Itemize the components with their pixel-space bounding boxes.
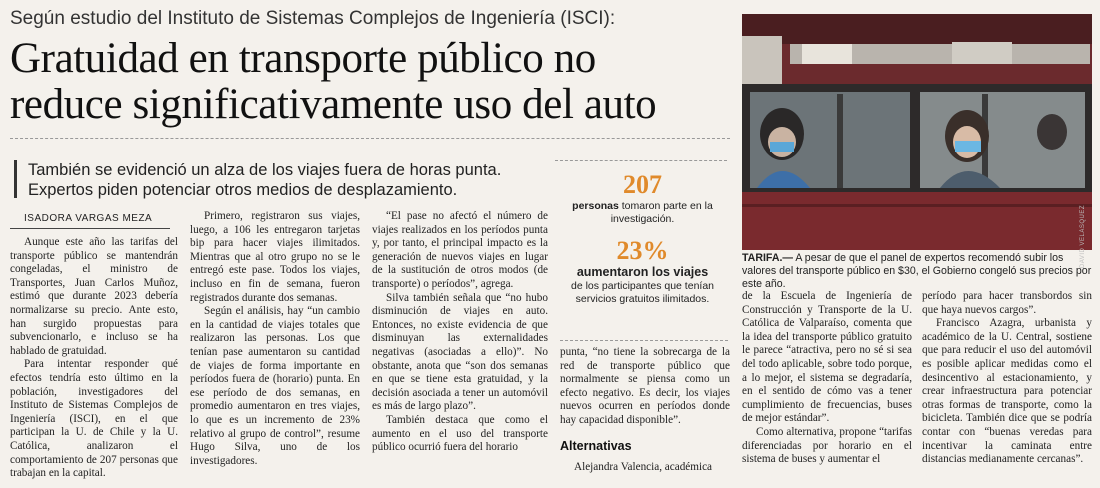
photo-credit: DAVID VELÁSQUEZ xyxy=(1080,205,1086,269)
paragraph: Para intentar responder qué efectos tendría esto último en la población, investigadores del Instituto de Sistemas Complejos de Ingeniería (ISCI), en el que participan la U. de Chile y la U. Católica, analizaron el comportamiento de 207 personas que trabajan en la capital. xyxy=(10,358,178,480)
byline-rule xyxy=(10,228,170,229)
paragraph: “El pase no afectó el número de viajes realizados en los períodos punta y, por tanto, el principal impacto es la generación de nuevos viajes en lugar de la sustitución de otros modos (de transporte) o períodos”, agrega. xyxy=(372,210,548,290)
paragraph: Según el análisis, hay “un cambio en la cantidad de viajes totales que realizaron las personas. Los que tenían pase aumentaron su cantidad de viajes de forma importante en períodos fuera de (horario) punta. En ese período de dos semanas, en promedio aumentaron en tres viajes, lo que es un incremento de 23% relativo al grupo de control”, resume Hugo Silva, uno de los investigadores. xyxy=(190,305,360,467)
paragraph: Francisco Azagra, urbanista y académico de la U. Central, sostiene que para reducir el uso del automóvil es posible aplicar medidas como el desincentivo al estacionamiento, y crear infraestructura para potenciar otras formas de transporte, como la bicicleta. También dice que se podría contar con “buenas veredas para incentivar la caminata entre distancias medianamente cercanas”. xyxy=(922,317,1092,466)
stat-bold: aumentaron los viajes xyxy=(576,265,709,279)
paragraph: Primero, registraron sus viajes, luego, a 106 les entregaron tarjetas bip para hacer viajes ilimitados. Mientras que al otro grupo no se le entregó este pase. Todos los viajes, incluso en fin de semana, fueron registrados durante dos semanas. xyxy=(190,210,360,304)
headline-line-1: Gratuidad en transporte público no xyxy=(10,35,596,82)
divider xyxy=(555,160,727,161)
paragraph: También destaca que como el aumento en el uso del transporte público ocurrió fuera del horario xyxy=(372,413,548,454)
article-column-2 xyxy=(190,210,360,468)
stat-desc: tomaron parte en la investigación. xyxy=(610,200,713,225)
bus-photo-illustration xyxy=(742,14,1092,250)
stat-text xyxy=(560,200,725,226)
divider xyxy=(560,340,728,341)
deck xyxy=(28,160,548,200)
caption-text: A pesar de que el panel de expertos recomendó subir los valores del transporte público en $30, el Gobierno congeló sus precios por este año. xyxy=(742,252,1092,290)
paragraph: Alejandra Valencia, académica xyxy=(574,461,713,474)
kicker: Según estudio del Instituto de Sistemas Complejos de Ingeniería (ISCI): xyxy=(10,8,616,29)
article-column-5 xyxy=(742,290,912,467)
byline: ISADORA VARGAS MEZA xyxy=(24,213,153,224)
article-column-4 xyxy=(560,346,730,475)
article-column-3 xyxy=(372,210,548,455)
divider xyxy=(10,138,730,139)
article-column-6 xyxy=(922,290,1092,467)
stats-box xyxy=(560,170,725,306)
deck-line-1: También se evidenció un alza de los viajes fuera de horas punta. xyxy=(28,161,502,179)
deck-bar xyxy=(14,160,17,198)
stat-number: 207 xyxy=(623,170,662,199)
article-column-1 xyxy=(10,236,178,481)
paragraph: Como alternativa, propone “tarifas diferenciadas por horario en el sistema de buses y aumentar el xyxy=(742,425,912,466)
photo-caption xyxy=(742,252,1092,291)
stat-desc: de los participantes que tenían servicios gratuitos ilimitados. xyxy=(570,280,715,305)
paragraph: Silva también señala que “no hubo disminución de viajes en auto. Entonces, no existe evidencia de que disminuyan las externalidades negativas (asociadas a ello)”. No obstante, anota que “son dos semanas en que se tiene esta gratuidad, y la decisión asociada a tener un automóvil es más de largo plazo”. xyxy=(372,291,548,413)
stat-number: 23% xyxy=(616,236,669,265)
bus-photo xyxy=(742,14,1092,250)
paragraph: punta, “no tiene la sobrecarga de la red de transporte público que normalmente se piensa como un efecto negativo. Es decir, los viajes nuevos ocurren en períodos donde hay capacidad disponible”. xyxy=(560,346,730,426)
paragraph: período para hacer transbordos sin que haya nuevos cargos”. xyxy=(922,290,1092,316)
paragraph: Aunque este año las tarifas del transporte público se mantendrán congeladas, el ministro de Transportes, Juan Carlos Muñoz, estimó que durante 2023 debería normalizarse su precio. Ante esto, han surgido propuestas para subvencionarlo, e incluso se ha hablado de gratuidad. xyxy=(10,236,178,357)
subhead: Alternativas xyxy=(560,438,632,453)
stat-text xyxy=(560,266,725,306)
headline xyxy=(10,36,656,128)
paragraph: de la Escuela de Ingeniería de Construcción y Transporte de la U. Católica de Valparaíso, comenta que la idea del transporte público gratuito le parece “atractiva, pero no sé si sea del todo aplicable, sobre todo porque, a lo mejor, el sistema se degradaría, en el sentido de cómo vas a tener cumplimiento de frecuencias, buses de mejor estándar”. xyxy=(742,290,912,425)
caption-label: TARIFA.— xyxy=(742,252,794,264)
deck-line-2: Expertos piden potenciar otros medios de desplazamiento. xyxy=(28,181,458,199)
headline-line-2: reduce significativamente uso del auto xyxy=(10,81,657,128)
stat-bold: personas xyxy=(572,200,619,212)
